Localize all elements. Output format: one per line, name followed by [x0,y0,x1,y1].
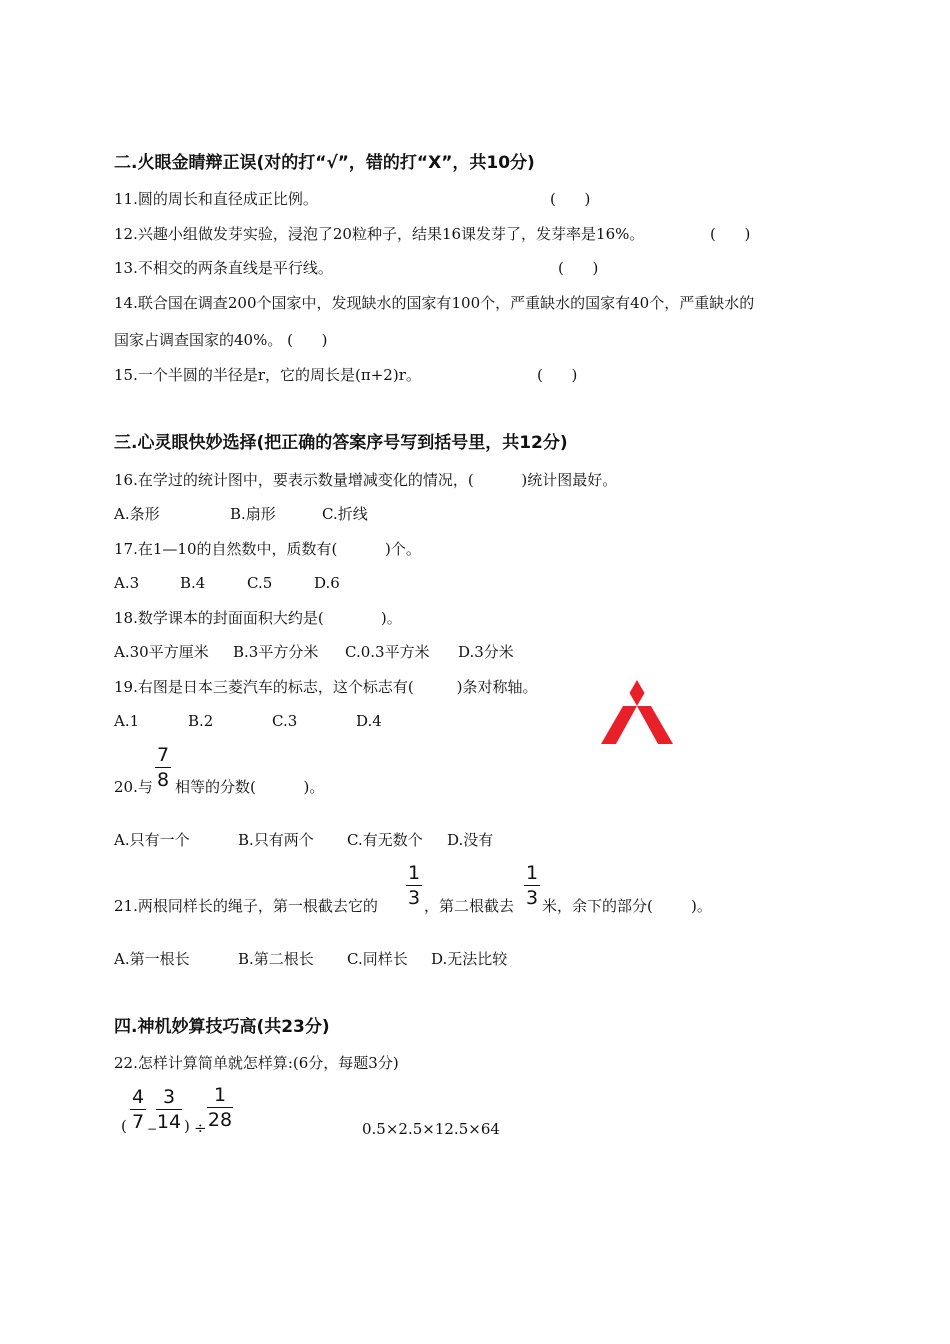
expression-2: 0.5×2.5×12.5×64 [362,1120,500,1138]
fraction-numerator: 4 [131,1086,145,1108]
close-paren: ) [184,1117,190,1135]
question-11: 11.圆的周长和直径成正比例。 [114,190,318,208]
fraction-numerator: 3 [162,1086,176,1108]
option-20-c: C.有无数个 [347,831,423,849]
section-4-heading: 四.神机妙算技巧高(共23分) [114,1017,330,1037]
option-19-d: D.4 [356,712,382,730]
option-18-b: B.3平方分米 [233,643,319,661]
option-21-a: A.第一根长 [114,950,190,968]
fraction-1-3-second [524,862,540,909]
question-16: 16.在学过的统计图中，要表示数量增减变化的情况，( )统计图最好。 [114,471,618,489]
divide-sign: ÷ [194,1119,207,1137]
mitsubishi-logo-icon [600,680,674,744]
question-21-part1: 21.两根同样长的绳子，第一根截去它的 [114,897,378,915]
option-17-b: B.4 [180,574,206,592]
question-14-line1: 14.联合国在调查200个国家中，发现缺水的国家有100个，严重缺水的国家有40个，严重缺水的 [114,294,755,312]
option-20-a: A.只有一个 [114,831,190,849]
fraction-1-28 [207,1084,233,1131]
option-21-b: B.第二根长 [238,950,314,968]
question-13: 13.不相交的两条直线是平行线。 [114,259,333,277]
option-19-b: B.2 [188,712,214,730]
fraction-bar [155,767,171,768]
question-21-part2: ，第二根截去 [424,897,515,915]
option-18-a: A.30平方厘米 [114,643,209,661]
answer-blank-12: ( ) [710,225,751,243]
fraction-denominator: 3 [525,887,539,909]
option-19-a: A.1 [114,712,140,730]
option-16-c: C.折线 [322,505,368,523]
question-12: 12.兴趣小组做发芽实验，浸泡了20粒种子，结果16课发芽了，发芽率是16%。 [114,225,645,243]
question-17: 17.在1—10的自然数中，质数有( )个。 [114,540,421,558]
fraction-numerator: 1 [525,862,539,884]
option-16-a: A.条形 [114,505,160,523]
answer-blank-11: ( ) [550,190,591,208]
fraction-denominator: 7 [131,1111,145,1133]
option-17-a: A.3 [114,574,140,592]
option-20-d: D.没有 [447,831,494,849]
answer-blank-15: ( ) [537,366,578,384]
question-15: 15.一个半圆的半径是r，它的周长是(π+2)r。 [114,366,421,384]
fraction-denominator: 3 [407,887,421,909]
question-21-part3: 米，余下的部分( )。 [542,897,712,915]
section-3-heading: 三.心灵眼快妙选择(把正确的答案序号写到括号里，共12分) [114,433,568,453]
fraction-bar [524,885,540,886]
fraction-3-14 [156,1086,182,1133]
open-paren: ( [121,1117,127,1135]
answer-blank-13: ( ) [558,259,599,277]
question-19: 19.右图是日本三菱汽车的标志，这个标志有( )条对称轴。 [114,678,538,696]
option-21-d: D.无法比较 [431,950,508,968]
section-2-heading: 二.火眼金睛辩正误(对的打“√”，错的打“X”，共10分) [114,153,535,173]
fraction-bar [156,1109,182,1110]
fraction-numerator: 1 [213,1084,227,1106]
option-20-b: B.只有两个 [238,831,314,849]
fraction-7-8 [155,744,171,791]
option-17-d: D.6 [314,574,340,592]
question-18: 18.数学课本的封面面积大约是( )。 [114,609,402,627]
fraction-bar [130,1109,146,1110]
question-14-line2: 国家占调查国家的40%。 ( ) [114,331,328,349]
question-20-suffix: 相等的分数( )。 [175,778,325,796]
option-19-c: C.3 [272,712,298,730]
question-20-prefix: 20.与 [114,778,153,796]
fraction-denominator: 28 [207,1109,233,1131]
option-17-c: C.5 [247,574,273,592]
option-18-d: D.3分米 [458,643,514,661]
fraction-bar [207,1107,233,1108]
fraction-bar [406,885,422,886]
question-22: 22.怎样计算简单就怎样算:(6分，每题3分) [114,1054,399,1072]
minus-sign: − [147,1122,158,1136]
option-16-b: B.扇形 [230,505,276,523]
fraction-denominator: 14 [156,1111,182,1133]
fraction-numerator: 1 [407,862,421,884]
option-21-c: C.同样长 [347,950,408,968]
fraction-denominator: 8 [156,769,170,791]
fraction-1-3-first [406,862,422,909]
fraction-numerator: 7 [156,744,170,766]
option-18-c: C.0.3平方米 [345,643,430,661]
fraction-4-7 [130,1086,146,1133]
